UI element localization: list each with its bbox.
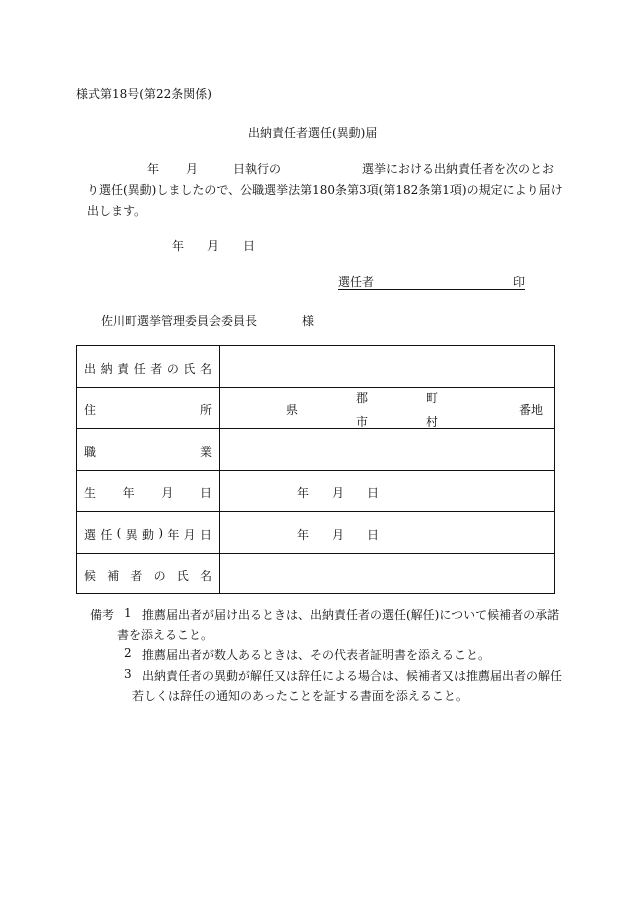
address-gun: 郡 xyxy=(356,391,369,405)
note-2-line1: 推薦届出者が数人あるときは、その代表者証明書を添えること。 xyxy=(142,648,491,662)
note-3-number: 3 xyxy=(124,667,132,681)
table-row-divider xyxy=(77,470,554,471)
birth-year: 年 xyxy=(297,486,310,500)
seal-mark: 印 xyxy=(513,275,526,289)
paragraph-year: 年 xyxy=(147,162,160,176)
row-label-birth-date: 生 年 月 日 xyxy=(84,486,212,500)
note-1-line2: 書を添えること。 xyxy=(117,628,214,642)
date-year: 年 xyxy=(172,239,185,253)
applicant-table xyxy=(76,345,555,594)
paragraph-line2: り選任(異動)しましたので、公職選挙法第180条第3項(第182条第1項)の規定により届け xyxy=(87,183,563,197)
date-day: 日 xyxy=(243,239,256,253)
row-label-treasurer-name: 出 納 責 任 者 の 氏 名 xyxy=(84,362,212,376)
signature-label: 選任者 xyxy=(338,275,375,289)
addressee-honorific: 様 xyxy=(302,314,315,328)
notes-heading: 備考 xyxy=(90,608,115,622)
date-month: 月 xyxy=(207,239,220,253)
address-cho: 町 xyxy=(426,391,439,405)
row-label-address: 住 所 xyxy=(84,403,212,417)
note-1-line1: 推薦届出者が届け出るときは、出納責任者の選任(解任)について候補者の承諾 xyxy=(142,608,560,622)
note-3-line2: 若しくは辞任の通知のあったことを証する書面を添えること。 xyxy=(132,689,468,703)
addressee-name: 佐川町選挙管理委員会委員長 xyxy=(101,314,258,328)
appoint-month: 月 xyxy=(332,528,345,542)
birth-day: 日 xyxy=(367,486,380,500)
note-1-number: 1 xyxy=(124,606,132,620)
paragraph-month: 月 xyxy=(186,162,199,176)
note-3-line1: 出納責任者の異動が解任又は辞任による場合は、候補者又は推薦届出者の解任 xyxy=(142,669,563,683)
table-row-divider xyxy=(77,553,554,554)
paragraph-line1-tail: 選挙における出納責任者を次のとお xyxy=(362,162,555,176)
address-shi: 市 xyxy=(356,415,369,429)
address-ken: 県 xyxy=(286,403,299,417)
row-label-appointment-date: 選 任 ( 異 動 ) 年 月 日 xyxy=(84,526,212,542)
paragraph-day-exec: 日執行の xyxy=(233,162,282,176)
signature-underline xyxy=(338,289,525,290)
appoint-day: 日 xyxy=(367,528,380,542)
row-label-candidate-name: 候 補 者 の 氏 名 xyxy=(84,569,212,583)
row-label-occupation: 職 業 xyxy=(84,445,212,459)
form-number: 様式第18号(第22条関係) xyxy=(76,87,212,101)
table-row-divider xyxy=(77,387,554,388)
birth-month: 月 xyxy=(332,486,345,500)
appoint-year: 年 xyxy=(297,528,310,542)
paragraph-line3: 出します。 xyxy=(87,204,147,218)
table-row-divider xyxy=(77,511,554,512)
address-son: 村 xyxy=(426,415,439,429)
address-banchi: 番地 xyxy=(519,403,544,417)
table-row-divider xyxy=(77,428,554,429)
form-title: 出納責任者選任(異動)届 xyxy=(248,126,378,140)
note-2-number: 2 xyxy=(124,646,132,660)
